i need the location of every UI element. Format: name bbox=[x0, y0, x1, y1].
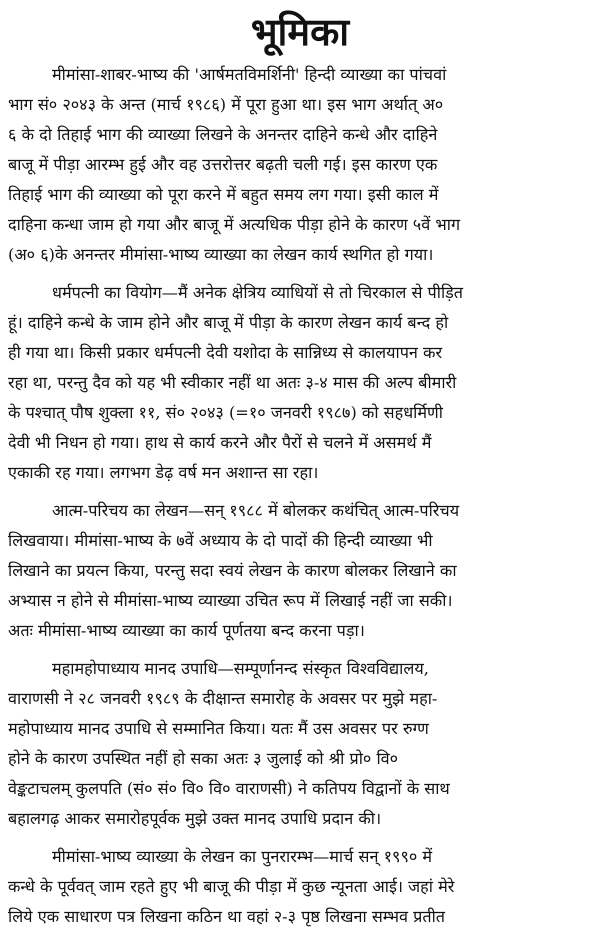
text-line: रहा था, परन्तु दैव को यह भी स्वीकार नहीं था अतः ३-४ मास की अल्प बीमारी bbox=[8, 373, 457, 392]
text-line: कन्धे के पूर्ववत् जाम रहते हुए भी बाजू की पीड़ा में कुछ न्यूनता आई। जहां मेरे bbox=[8, 877, 455, 896]
text-line: बाजू में पीड़ा आरम्भ हुई और वह उत्तरोत्तर बढ़ती चली गई। इस कारण एक bbox=[8, 155, 438, 174]
paragraph-intro bbox=[8, 60, 592, 270]
text-line: ६ के दो तिहाई भाग की व्याख्या लिखने के अनन्तर दाहिने कन्धे और दाहिने bbox=[8, 125, 438, 144]
paragraph-honorary-title bbox=[8, 654, 592, 834]
text-line: देवी भी निधन हो गया। हाथ से कार्य करने और पैरों से चलने में असमर्थ मैं bbox=[8, 433, 432, 452]
paragraph-autobiography bbox=[8, 496, 592, 646]
text-line: अतः मीमांसा-भाष्य व्याख्या का कार्य पूर्णतया बन्द करना पड़ा। bbox=[8, 621, 365, 640]
text-line: बहालगढ़ आकर समारोहपूर्वक मुझे उक्त मानद उपाधि प्रदान की। bbox=[8, 809, 382, 828]
text-line: हूं। दाहिने कन्धे के जाम होने और बाजू में पीड़ा के कारण लेखन कार्य बन्द हो bbox=[8, 313, 449, 332]
text-line: महामहोपाध्याय मानद उपाधि—सम्पूर्णानन्द संस्कृत विश्वविद्यालय, bbox=[52, 659, 429, 678]
text-line: दाहिना कन्धा जाम हो गया और बाजू में अत्यधिक पीड़ा होने के कारण ५वें भाग bbox=[8, 215, 461, 234]
text-line: मीमांसा-शाबर-भाष्य की 'आर्षमतविमर्शिनी' हिन्दी व्याख्या का पांचवां bbox=[52, 65, 447, 84]
text-line: लिये एक साधारण पत्र लिखना कठिन था वहां २-३ पृष्ठ लिखना सम्भव प्रतीत bbox=[8, 907, 446, 926]
text-line: वाराणसी ने २८ जनवरी १९८९ के दीक्षान्त समारोह के अवसर पर मुझे महा- bbox=[8, 689, 438, 708]
text-line: वेङ्कटाचलम् कुलपति (सं० सं० वि० वि० वाराणसी) ने कतिपय विद्वानों के साथ bbox=[8, 779, 450, 798]
text-line: होने के कारण उपस्थित नहीं हो सका अतः ३ जुलाई को श्री प्रो० वि० bbox=[8, 749, 399, 768]
text-line: मीमांसा-भाष्य व्याख्या के लेखन का पुनरारम्भ—मार्च सन् १९९० में bbox=[52, 847, 433, 866]
paragraph-writing-restart bbox=[8, 842, 592, 932]
text-line: (अ० ६)के अनन्तर मीमांसा-भाष्य व्याख्या का लेखन कार्य स्थगित हो गया। bbox=[8, 245, 434, 264]
text-line: आत्म-परिचय का लेखन—सन् १९८८ में बोलकर कथंचित् आत्म-परिचय bbox=[52, 501, 460, 520]
text-line: के पश्चात् पौष शुक्ला ११, सं० २०४३ (=१० जनवरी १९८७) को सहधर्मिणी bbox=[8, 403, 443, 422]
text-line: धर्मपत्नी का वियोग—मैं अनेक क्षेत्रिय व्याधियों से तो चिरकाल से पीड़ित bbox=[52, 283, 464, 302]
page-title: भूमिका bbox=[250, 9, 350, 54]
text-line: ही गया था। किसी प्रकार धर्मपत्नी देवी यशोदा के सान्निध्य से कालयापन कर bbox=[8, 343, 443, 362]
paragraph-wife-demise bbox=[8, 278, 592, 488]
text-line: लिखवाया। मीमांसा-भाष्य के ७वें अध्याय के दो पादों की हिन्दी व्याख्या भी bbox=[8, 531, 433, 550]
text-line: लिखाने का प्रयत्न किया, परन्तु सदा स्वयं लेखन के कारण बोलकर लिखाने का bbox=[8, 561, 457, 580]
text-line: भाग सं० २०४३ के अन्त (मार्च १९८६) में पूरा हुआ था। इस भाग अर्थात् अ० bbox=[8, 95, 444, 114]
text-line: अभ्यास न होने से मीमांसा-भाष्य व्याख्या उचित रूप में लिखाई नहीं जा सकी। bbox=[8, 591, 453, 610]
text-line: महोपाध्याय मानद उपाधि से सम्मानित किया। यतः मैं उस अवसर पर रुग्ण bbox=[8, 719, 429, 738]
text-line: एकाकी रह गया। लगभग डेढ़ वर्ष मन अशान्त सा रहा। bbox=[8, 463, 319, 482]
text-line: तिहाई भाग की व्याख्या को पूरा करने में बहुत समय लग गया। इसी काल में bbox=[8, 185, 439, 204]
